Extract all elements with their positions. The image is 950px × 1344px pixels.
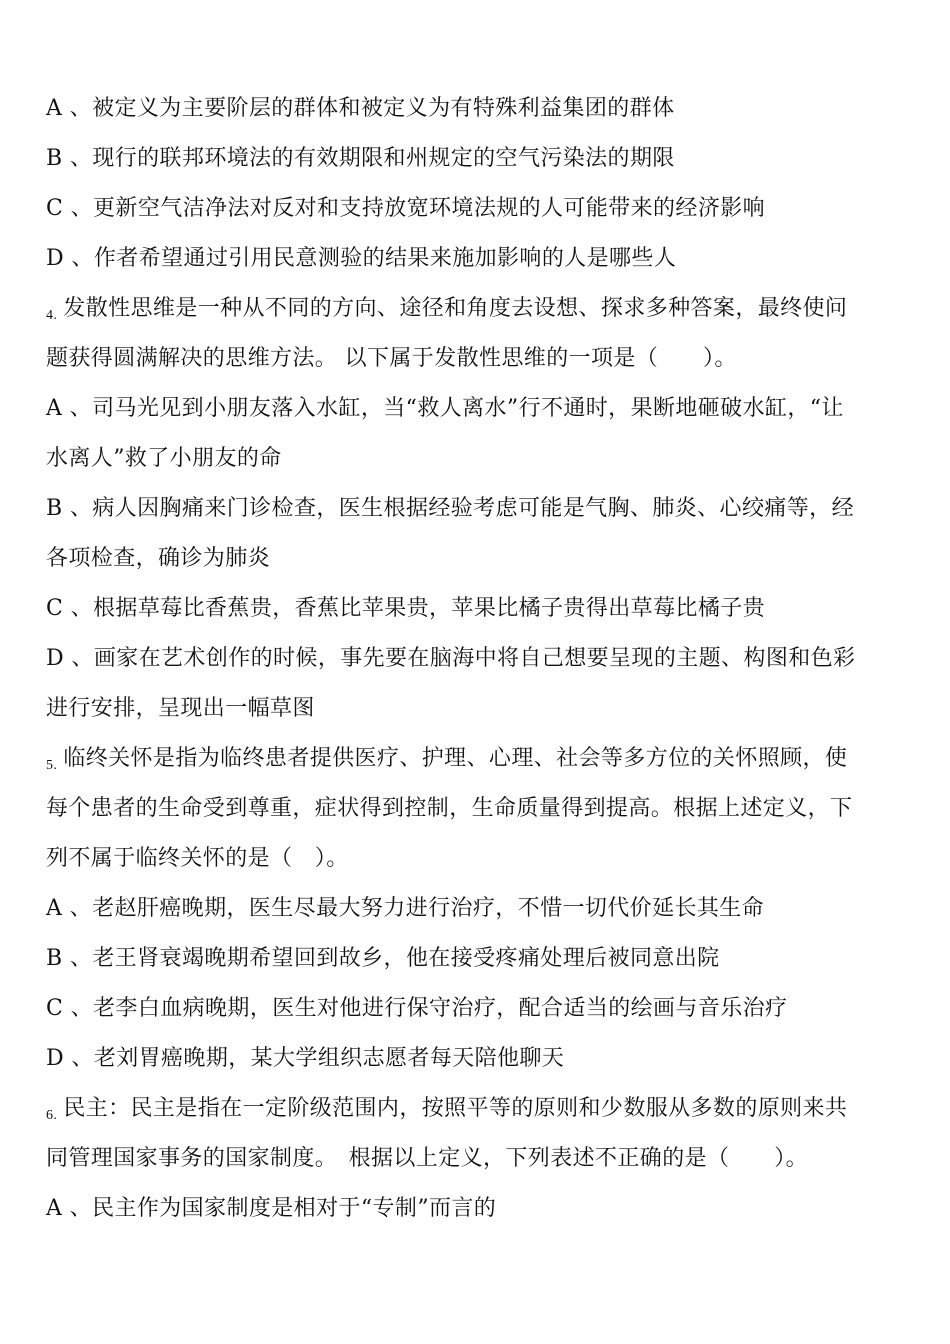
q6-stem-line-2: 同管理国家事务的国家制度。 根据以上定义，下列表述不正确的是（ ）。 xyxy=(46,1146,809,1171)
q3-option-a: A 、被定义为主要阶层的群体和被定义为有特殊利益集团的群体 xyxy=(46,96,675,121)
q5-option-a: A 、老赵肝癌晚期，医生尽最大努力进行治疗，不惜一切代价延长其生命 xyxy=(46,896,765,921)
q5-option-d: D 、老刘胃癌晚期，某大学组织志愿者每天陪他聊天 xyxy=(46,1046,565,1071)
q4-option-b-line-2: 各项检查，确诊为肺炎 xyxy=(46,546,271,571)
q5-option-c: C 、老李白血病晚期，医生对他进行保守治疗，配合适当的绘画与音乐治疗 xyxy=(46,996,788,1021)
q3-option-b: B 、现行的联邦环境法的有效期限和州规定的空气污染法的期限 xyxy=(46,146,675,171)
q4-option-b-line-1: B 、病人因胸痛来门诊检查，医生根据经验考虑可能是气胸、肺炎、心绞痛等，经 xyxy=(46,496,854,521)
q4-option-a-line-2: 水离人”救了小朋友的命 xyxy=(46,446,282,471)
q5-stem-text-1: 临终关怀是指为临终患者提供医疗、护理、心理、社会等多方位的关怀照顾，使 xyxy=(63,746,848,771)
q4-option-a-line-1: A 、司马光见到小朋友落入水缸，当“救人离水”行不通时，果断地砸破水缸，“让 xyxy=(46,396,844,421)
q3-option-c: C 、更新空气洁净法对反对和支持放宽环境法规的人可能带来的经济影响 xyxy=(46,196,766,221)
q4-option-d-line-2: 进行安排，呈现出一幅草图 xyxy=(46,696,315,721)
q6-number: 6. xyxy=(46,1108,58,1123)
q5-option-b: B 、老王肾衰竭晚期希望回到故乡，他在接受疼痛处理后被同意出院 xyxy=(46,946,720,971)
q4-number: 4. xyxy=(46,308,58,323)
q6-stem-line-1 xyxy=(46,1084,908,1134)
q4-option-c: C 、根据草莓比香蕉贵，香蕉比苹果贵，苹果比橘子贵得出草莓比橘子贵 xyxy=(46,596,766,621)
q3-option-d: D 、作者希望通过引用民意测验的结果来施加影响的人是哪些人 xyxy=(46,246,677,271)
q4-stem-line-1 xyxy=(46,284,908,334)
q4-stem-line-2: 题获得圆满解决的思维方法。 以下属于发散性思维的一项是（ ）。 xyxy=(46,346,737,371)
q5-stem-line-3: 列不属于临终关怀的是（ ）。 xyxy=(46,846,349,871)
q6-option-a: A 、民主作为国家制度是相对于“专制”而言的 xyxy=(46,1196,497,1221)
q5-stem-line-2: 每个患者的生命受到尊重，症状得到控制，生命质量得到提高。根据上述定义，下 xyxy=(46,796,853,821)
q5-stem-line-1 xyxy=(46,734,908,784)
q4-stem-text-1: 发散性思维是一种从不同的方向、途径和角度去设想、探求多种答案，最终使问 xyxy=(63,296,848,321)
q5-number: 5. xyxy=(46,758,58,773)
q6-stem-text-1: 民主：民主是指在一定阶级范围内，按照平等的原则和少数服从多数的原则来共 xyxy=(63,1096,848,1121)
document-content xyxy=(46,84,908,1234)
q4-option-d-line-1: D 、画家在艺术创作的时候，事先要在脑海中将自己想要呈现的主题、构图和色彩 xyxy=(46,646,856,671)
